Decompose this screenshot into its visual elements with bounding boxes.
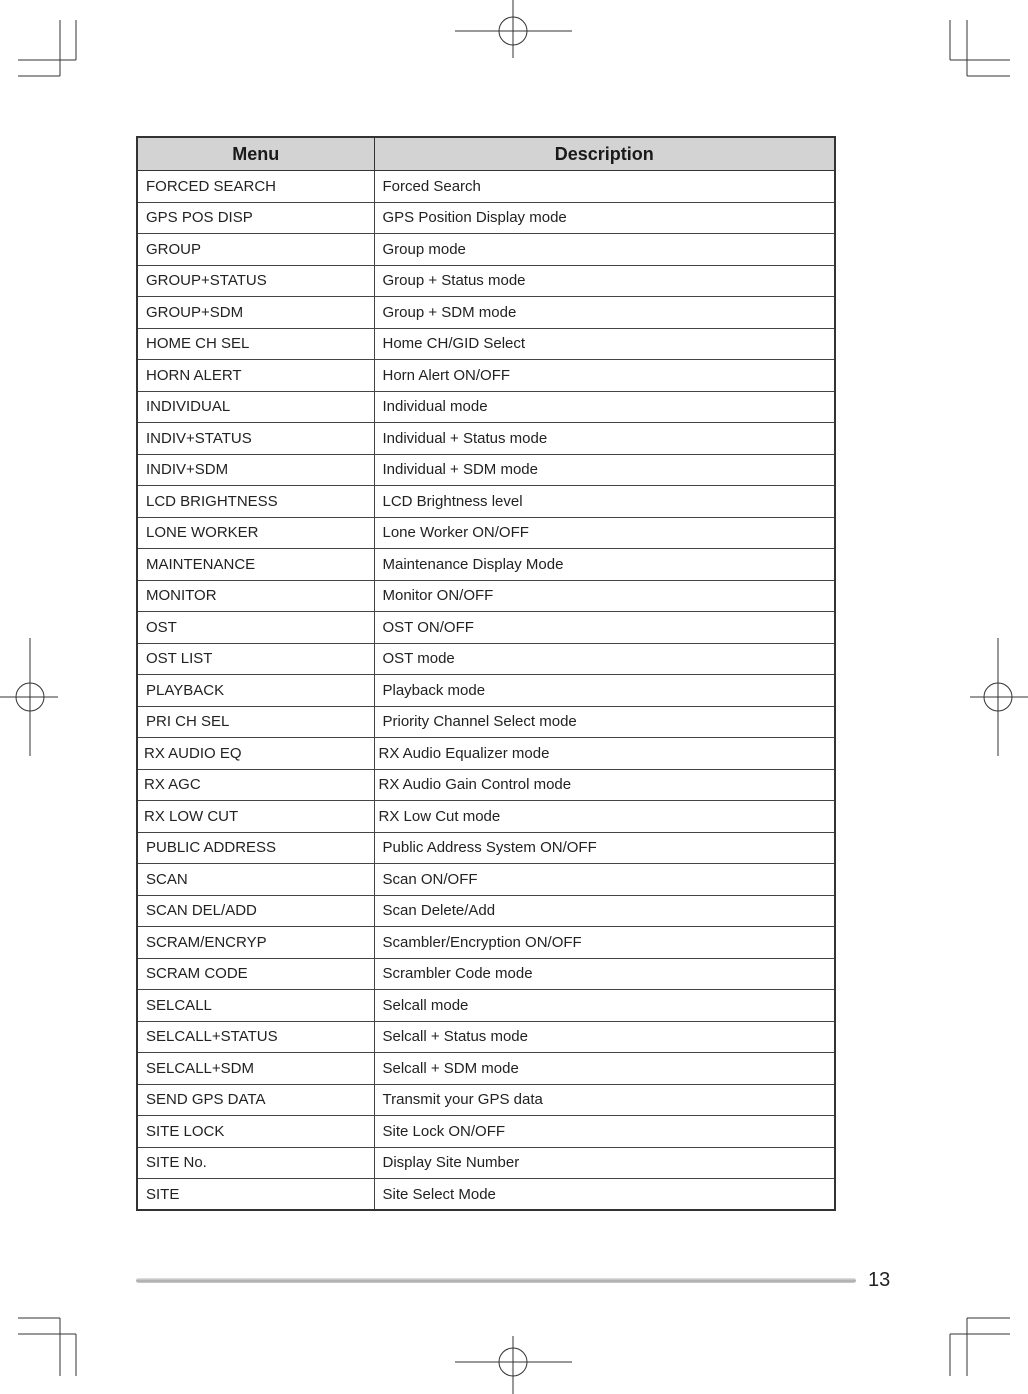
description-cell: Forced Search xyxy=(374,171,835,203)
table-row xyxy=(137,580,835,612)
menu-cell: SELCALL xyxy=(137,990,374,1022)
menu-cell: RX AGC xyxy=(137,769,374,801)
menu-cell: SITE xyxy=(137,1179,374,1211)
page-number: 13 xyxy=(868,1269,891,1291)
description-cell: OST ON/OFF xyxy=(374,612,835,644)
description-cell: Group + SDM mode xyxy=(374,297,835,329)
description-cell: Individual + Status mode xyxy=(374,423,835,455)
description-cell: Monitor ON/OFF xyxy=(374,580,835,612)
description-cell: Individual mode xyxy=(374,391,835,423)
description-cell: RX Audio Gain Control mode xyxy=(374,769,835,801)
menu-cell: FORCED SEARCH xyxy=(137,171,374,203)
description-cell: Priority Channel Select mode xyxy=(374,706,835,738)
description-cell: Scan ON/OFF xyxy=(374,864,835,896)
menu-cell: SCRAM/ENCRYP xyxy=(137,927,374,959)
menu-cell: RX LOW CUT xyxy=(137,801,374,833)
table-row xyxy=(137,454,835,486)
table-row xyxy=(137,927,835,959)
description-cell: Group + Status mode xyxy=(374,265,835,297)
menu-cell: GROUP+STATUS xyxy=(137,265,374,297)
menu-cell: SITE LOCK xyxy=(137,1116,374,1148)
description-cell: Site Select Mode xyxy=(374,1179,835,1211)
menu-cell: LCD BRIGHTNESS xyxy=(137,486,374,518)
description-cell: Lone Worker ON/OFF xyxy=(374,517,835,549)
menu-cell: INDIV+SDM xyxy=(137,454,374,486)
table-row xyxy=(137,801,835,833)
menu-cell: INDIV+STATUS xyxy=(137,423,374,455)
menu-cell: HORN ALERT xyxy=(137,360,374,392)
menu-cell: GROUP xyxy=(137,234,374,266)
table-row xyxy=(137,297,835,329)
table-row xyxy=(137,328,835,360)
description-cell: Display Site Number xyxy=(374,1147,835,1179)
table-row xyxy=(137,990,835,1022)
table-row xyxy=(137,769,835,801)
description-cell: Scrambler Code mode xyxy=(374,958,835,990)
table-row xyxy=(137,202,835,234)
menu-cell: RX AUDIO EQ xyxy=(137,738,374,770)
menu-cell: PRI CH SEL xyxy=(137,706,374,738)
description-cell: Individual + SDM mode xyxy=(374,454,835,486)
description-cell: Transmit your GPS data xyxy=(374,1084,835,1116)
table-row xyxy=(137,612,835,644)
description-cell: OST mode xyxy=(374,643,835,675)
table-row xyxy=(137,486,835,518)
table-row xyxy=(137,517,835,549)
menu-cell: SEND GPS DATA xyxy=(137,1084,374,1116)
header-description: Description xyxy=(374,137,835,171)
table-row xyxy=(137,1021,835,1053)
menu-cell: HOME CH SEL xyxy=(137,328,374,360)
table-row xyxy=(137,391,835,423)
table-row xyxy=(137,360,835,392)
menu-cell: PLAYBACK xyxy=(137,675,374,707)
menu-description-table xyxy=(136,136,836,1211)
description-cell: Scan Delete/Add xyxy=(374,895,835,927)
menu-cell: OST xyxy=(137,612,374,644)
menu-cell: MONITOR xyxy=(137,580,374,612)
table-row xyxy=(137,643,835,675)
header-menu: Menu xyxy=(137,137,374,171)
table-row xyxy=(137,234,835,266)
description-cell: GPS Position Display mode xyxy=(374,202,835,234)
description-cell: LCD Brightness level xyxy=(374,486,835,518)
menu-cell: PUBLIC ADDRESS xyxy=(137,832,374,864)
description-cell: Selcall + Status mode xyxy=(374,1021,835,1053)
menu-cell: GROUP+SDM xyxy=(137,297,374,329)
menu-cell: MAINTENANCE xyxy=(137,549,374,581)
table-row xyxy=(137,171,835,203)
table-row xyxy=(137,738,835,770)
description-cell: RX Audio Equalizer mode xyxy=(374,738,835,770)
table-row xyxy=(137,832,835,864)
table-header-row xyxy=(137,137,835,171)
description-cell: Playback mode xyxy=(374,675,835,707)
description-cell: Site Lock ON/OFF xyxy=(374,1116,835,1148)
table-row xyxy=(137,895,835,927)
menu-cell: OST LIST xyxy=(137,643,374,675)
table-body xyxy=(137,171,835,1211)
menu-cell: SCAN DEL/ADD xyxy=(137,895,374,927)
table-row xyxy=(137,265,835,297)
menu-cell: GPS POS DISP xyxy=(137,202,374,234)
table-row xyxy=(137,675,835,707)
description-cell: Home CH/GID Select xyxy=(374,328,835,360)
table-row xyxy=(137,423,835,455)
description-cell: Public Address System ON/OFF xyxy=(374,832,835,864)
menu-cell: LONE WORKER xyxy=(137,517,374,549)
table-row xyxy=(137,1116,835,1148)
footer-divider xyxy=(136,1278,856,1283)
table-row xyxy=(137,1053,835,1085)
description-cell: Scambler/Encryption ON/OFF xyxy=(374,927,835,959)
table-row xyxy=(137,1147,835,1179)
description-cell: Maintenance Display Mode xyxy=(374,549,835,581)
description-cell: Group mode xyxy=(374,234,835,266)
menu-cell: SITE No. xyxy=(137,1147,374,1179)
table-row xyxy=(137,1179,835,1211)
menu-cell: SCAN xyxy=(137,864,374,896)
menu-cell: SELCALL+STATUS xyxy=(137,1021,374,1053)
table-row xyxy=(137,549,835,581)
description-cell: RX Low Cut mode xyxy=(374,801,835,833)
description-cell: Horn Alert ON/OFF xyxy=(374,360,835,392)
description-cell: Selcall + SDM mode xyxy=(374,1053,835,1085)
table-row xyxy=(137,958,835,990)
description-cell: Selcall mode xyxy=(374,990,835,1022)
table-row xyxy=(137,864,835,896)
menu-cell: INDIVIDUAL xyxy=(137,391,374,423)
table-row xyxy=(137,706,835,738)
menu-cell: SCRAM CODE xyxy=(137,958,374,990)
menu-cell: SELCALL+SDM xyxy=(137,1053,374,1085)
table-row xyxy=(137,1084,835,1116)
